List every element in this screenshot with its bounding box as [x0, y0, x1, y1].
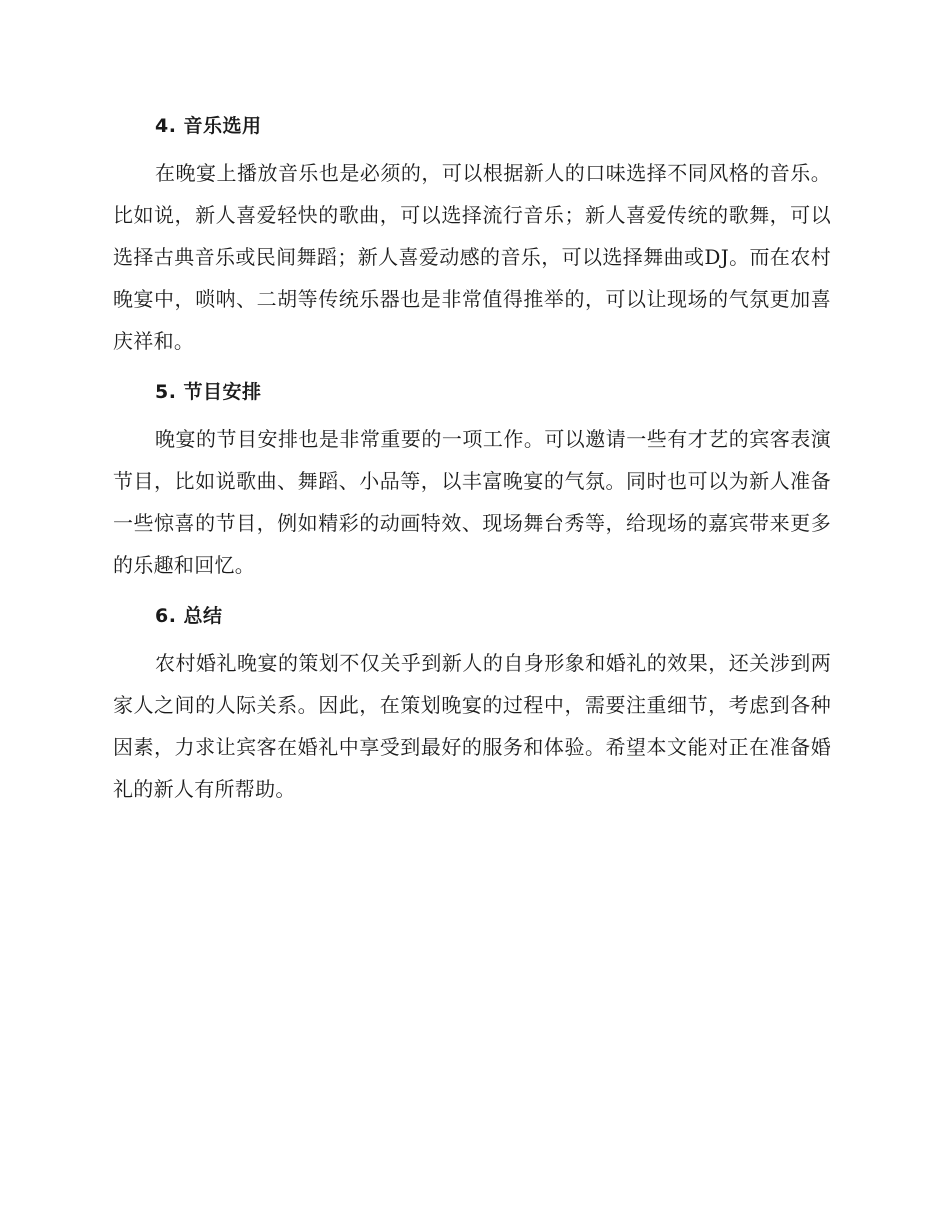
- document-content: [113, 110, 831, 824]
- section-heading-program-arrangement: 5. 节目安排: [155, 381, 262, 403]
- section-program-arrangement: [113, 376, 831, 586]
- section-paragraph-program-arrangement: 晚宴的节目安排也是非常重要的一项工作。可以邀请一些有才艺的宾客表演节目，比如说歌曲、舞蹈、小品等，以丰富晚宴的气氛。同时也可以为新人准备一些惊喜的节目，例如精彩的动画特效、现场舞台秀等，给现场的嘉宾带来更多的乐趣和回忆。: [113, 427, 831, 577]
- section-paragraph-summary: 农村婚礼晚宴的策划不仅关乎到新人的自身形象和婚礼的效果，还关涉到两家人之间的人际关系。因此，在策划晚宴的过程中，需要注重细节，考虑到各种因素，力求让宾客在婚礼中享受到最好的服务和体验。希望本文能对正在准备婚礼的新人有所帮助。: [113, 651, 831, 801]
- section-summary: [113, 600, 831, 810]
- section-heading-summary: 6. 总结: [155, 605, 223, 627]
- section-music-selection: [113, 110, 831, 362]
- section-paragraph-music-selection: 在晚宴上播放音乐也是必须的，可以根据新人的口味选择不同风格的音乐。比如说，新人喜爱轻快的歌曲，可以选择流行音乐；新人喜爱传统的歌舞，可以选择古典音乐或民间舞蹈；新人喜爱动感的音乐，可以选择舞曲或DJ。而在农村晚宴中，唢呐、二胡等传统乐器也是非常值得推举的，可以让现场的气氛更加喜庆祥和。: [113, 161, 831, 353]
- section-heading-music-selection: 4. 音乐选用: [155, 115, 262, 137]
